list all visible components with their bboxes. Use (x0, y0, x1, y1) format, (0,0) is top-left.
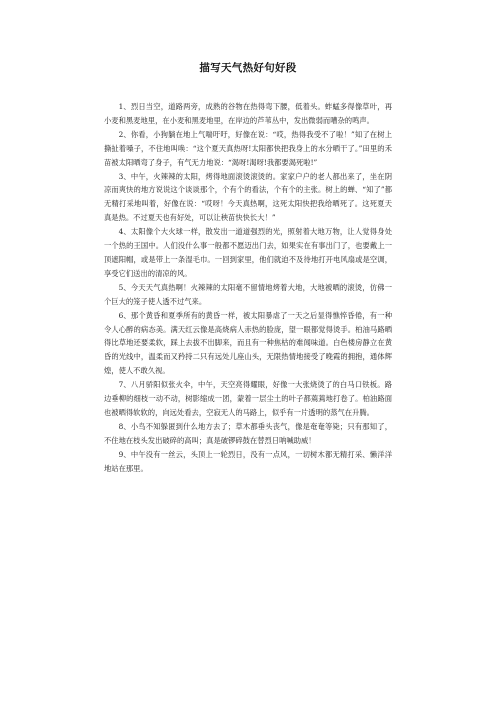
paragraph-3: 3、中午，火辣辣的太阳，烤得地面滚烫滚烫的。家家户户的老人都出来了，坐在阴凉而爽快的地方说说这个谈谈那个，个有个的看法，个有个的主张。树上的蝉、“知了”都无精打采地叫着，好像在说：“哎呀！今天真热啊，这死太阳快把我给晒死了。这死夏天真是热。不过夏天也有好处，可以让秧苗快快长大！” (104, 171, 392, 223)
paragraph-5: 5、今天天气真热啊！火辣辣的太阳毫不留情地烤着大地，大地被晒的滚烫，仿佛一个巨大的笼子使人透不过气来。 (104, 282, 392, 306)
paragraph-1: 1、烈日当空，道路两旁，成熟的谷物在热得弯下腰，低着头。蚱蜢多得像草叶，再小麦和黑麦地里，在小麦和黑麦地里，在岸边的芦苇丛中，发出微弱而嘈杂的鸣声。 (104, 102, 392, 125)
paragraph-8: 8、小鸟不知躲匿到什么地方去了；草木都垂头丧气，像是奄奄等毙；只有那知了，不住地在枝头发出破碎的高叫；真是破锣碎鼓在替烈日呐喊助威！ (104, 421, 392, 445)
document-title: 描写天气热好句好段 (199, 62, 297, 74)
paragraph-2: 2、你看，小狗躺在地上气喘吁吁，好像在说：“哎，热得我受不了啦！”知了在树上撕扯着嗓子，不住地叫唤：“这个夏天真热呀!太阳都快把我身上的水分晒干了。”田里的禾苗被太阳晒弯了身子，有气无力地说：“渴呀!渴呀!我都要渴死啦!” (104, 129, 392, 167)
paragraph-4: 4、太阳像个大火球一样，散发出一道道强烈的光，照射着大地万物，让人觉得身处一个热的王国中。人们没什么事一般都不愿迈出门去，如果实在有事出门了，也要戴上一顶遮阳帽，或是带上一条湿毛巾。一回到家里，他们就迫不及待地打开电风扇或是空调，享受它们送出的清凉的风。 (104, 227, 392, 278)
paragraph-7: 7、八月骄阳似张火伞，中午，天空亮得耀眼，好像一大张烧烫了的白马口铁板。路边垂柳的细枝一动不动，树影缩成一团，蒙着一层尘土的叶子都蔫蔫地打卷了。柏油路面也被晒得软软的，向远处看去，空寂无人的马路上，似乎有一片透明的蒸气在升腾。 (104, 380, 392, 417)
paragraph-9: 9、中午没有一丝云，头顶上一轮烈日，没有一点风，一切树木都无精打采、懒洋洋地站在那里。 (104, 449, 392, 473)
paragraph-6: 6、那个黄昏和夏季所有的黄昏一样，被太阳暴虐了一天之后显得憔悴昏倦，有一种令人心醉的病态美。满天红云像是高烧病人赤热的脸庞，望一眼都觉得烫手。柏油马路晒得比草地还要柔软，踩上去拔不出脚来，而且有一种焦枯的难闻味道。白色楼房静立在黄昏的光线中，温柔而又矜持二只有远处儿座山头，无限热情地接受了晚霞的拥抱，通体辉煌，使人不敢久视。 (104, 310, 392, 376)
